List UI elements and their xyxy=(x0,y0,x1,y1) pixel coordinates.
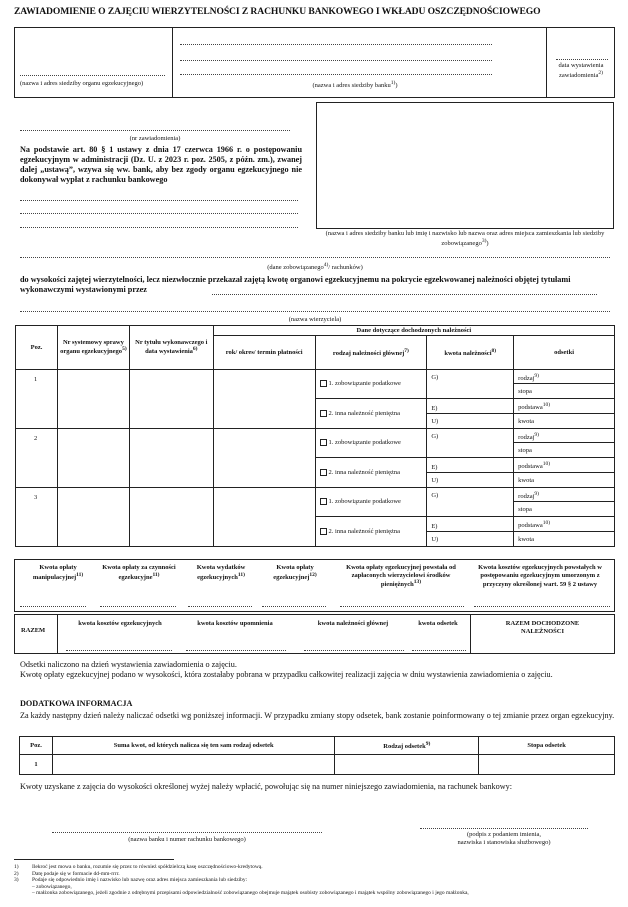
row-period[interactable] xyxy=(213,429,315,488)
kind-option-other[interactable]: 2. inna należność pieniężna xyxy=(315,399,427,429)
row-title-number[interactable] xyxy=(129,488,213,547)
debtor-box-label: (nazwa i adres siedziby banku lub imię i nazwisko lub nazwa oraz adres miejsca zamieszkania lub siedziby zobowiązanego$^{3)}$) xyxy=(325,230,605,247)
row-period[interactable] xyxy=(213,488,315,547)
col-header-system-number: Nr systemowy sprawy organu egzekucyjnego$^{5)}$ xyxy=(57,326,129,370)
row-title-number[interactable] xyxy=(129,370,213,429)
row-poz: 2 xyxy=(16,429,58,488)
debtor-box xyxy=(316,102,614,229)
additional-info-text: Za każdy następny dzień należy naliczać odsetki wg poniższej informacji. W przypadku zmiany stopy odsetek, bank zostanie poinformowany o tej zmianie przez organ egzekucyjny. xyxy=(20,711,615,720)
interest-table xyxy=(19,736,615,775)
amount-eu: E) U) xyxy=(427,458,514,488)
interest-row-poz: 1 xyxy=(20,755,53,775)
kind-option-other[interactable]: 2. inna należność pieniężna xyxy=(315,517,427,547)
interest-date-note: Odsetki naliczono na dzień wystawienia zawiadomienia o zajęciu. xyxy=(20,660,237,669)
fee-discontinued-label: Kwota kosztów egzekucyjnych powstałych w postępowaniu egzekucyjnym umorzonym z przyczyny określonej wart. 59 § 2 ustawy xyxy=(478,564,602,589)
claims-table xyxy=(15,325,615,547)
bank-account-label: (nazwa banku i numer rachunku bankowego) xyxy=(128,836,246,843)
totals-principal-label: kwota należności głównej xyxy=(317,620,389,627)
document-title: ZAWIADOMIENIE O ZAJĘCIU WIERZYTELNOŚCI Z RACHUNKU BANKOWEGO I WKŁADU OSZCZĘDNOŚCIOWEGO xyxy=(14,6,541,17)
totals-overall-label: RAZEM DOCHODZONE NALEŻNOŚCI xyxy=(505,620,580,635)
row-poz: 1 xyxy=(16,370,58,429)
col-header-title-number: Nr tytułu wykonawczego i data wystawienia$^{6)}$ xyxy=(129,326,213,370)
footnote: 2) Datę podaje się w formacie dd-mm-rrrr. xyxy=(14,870,120,877)
col-header-period: rok/ okres/ termin płatności xyxy=(213,336,315,370)
interest-row-rate[interactable] xyxy=(479,755,615,775)
row-title-number[interactable] xyxy=(129,429,213,488)
row-system-number[interactable] xyxy=(57,370,129,429)
footnote: 1) Ilekroć jest mowa o banku, rozumie się przez to również spółdzielczą kasę oszczędnościowo-kredytową. xyxy=(14,864,263,870)
col-header-interest: odsetki xyxy=(514,336,615,370)
creditor-label: (nazwa wierzyciela) xyxy=(288,316,342,323)
row-poz: 3 xyxy=(16,488,58,547)
interest-row-kind[interactable] xyxy=(335,755,479,775)
footnotes xyxy=(14,864,614,897)
interest-cell: rodzaj$^{9)}$ stopa xyxy=(514,488,615,517)
amount-g: G) xyxy=(427,370,514,399)
interest-cell: rodzaj$^{9)}$ stopa xyxy=(514,429,615,458)
col-header-amount: kwota należności$^{8)}$ xyxy=(427,336,514,370)
interest-cell: podstawa$^{10)}$ kwota xyxy=(514,399,615,429)
kind-option-tax[interactable]: 1. zobowiązanie podatkowe xyxy=(315,488,427,517)
interest-col-poz: Poz. xyxy=(20,737,53,755)
row-system-number[interactable] xyxy=(57,429,129,488)
fee-expenses-label: Kwota wydatków egzekucyjnych$^{11)}$ xyxy=(196,564,246,581)
interest-cell: podstawa$^{10)}$ kwota xyxy=(514,517,615,547)
kind-option-tax[interactable]: 1. zobowiązanie podatkowe xyxy=(315,429,427,458)
checkbox[interactable] xyxy=(320,439,327,446)
amount-eu: E) U) xyxy=(427,399,514,429)
obligor-data-label: (dane zobowiązanego$^{4)}$/ rachunków) xyxy=(267,262,363,272)
col-group-header: Dane dotyczące dochodzonych należności xyxy=(213,326,614,336)
totals-razem-label: RAZEM xyxy=(21,627,46,634)
interest-row-sum[interactable] xyxy=(52,755,334,775)
payment-instruction: Kwoty uzyskane z zajęcia do wysokości określonej wyżej należy wpłacić, powołując się na numer niniejszego zawiadomienia, na rachunek bankowy: xyxy=(20,782,512,791)
legal-basis-text: Na podstawie art. 80 § 1 ustawy z dnia 17 czerwca 1966 r. o postępowaniu egzekucyjnym w administracji (Dz. U. z 2023 r. poz. 2505, z późn. zm.), zwanej dalej „ustawą”, wzywa się ww. bank, aby bez zgody organu egzekucyjnego nie dokonywał wypłat z rachunku bankowego xyxy=(20,145,302,184)
totals-reminder-label: kwota kosztów upomnienia xyxy=(197,620,273,627)
organ-address-label: (nazwa i adres siedziby organu egzekucyjnego) xyxy=(20,80,144,87)
fee-activities-label: Kwota opłaty za czynności egzekucyjne$^{11)}$ xyxy=(102,564,176,581)
bank-address-label: (nazwa i adres siedziby banku$^{1)}$) xyxy=(312,80,398,90)
row-system-number[interactable] xyxy=(57,488,129,547)
col-header-poz: Poz. xyxy=(16,326,58,370)
amount-g: G) xyxy=(427,488,514,517)
footnote: – zobowiązanego, xyxy=(32,883,72,890)
row-period[interactable] xyxy=(213,370,315,429)
col-header-kind: rodzaj należności głównej$^{7)}$ xyxy=(315,336,427,370)
fee-enforcement-label: Kwota opłaty egzekucyjnej$^{12)}$ xyxy=(273,564,317,581)
issue-date-label: data wystawienia zawiadomienia$^{2)}$ xyxy=(558,62,604,79)
interest-col-sum: Suma kwot, od których nalicza się ten sam rodzaj odsetek xyxy=(52,737,334,755)
footnote: – małżonka zobowiązanego, jeżeli zgodnie z odrębnymi przepisami odpowiedzialność zobowiązanego obejmuje majątek osobisty zobowiązanego i majątek wspólny zobowiązanego i jego małżonka, xyxy=(32,890,469,896)
fee-manipulation-label: Kwota opłaty manipulacyjnej$^{11)}$ xyxy=(32,564,84,581)
checkbox[interactable] xyxy=(320,498,327,505)
checkbox[interactable] xyxy=(320,528,327,535)
interest-cell: rodzaj$^{9)}$ stopa xyxy=(514,370,615,399)
checkbox[interactable] xyxy=(320,410,327,417)
instruction-text: do wysokości zajętej wierzytelności, lecz niezwłocznie przekazał zajętą kwotę organowi egzekucyjnemu na pokrycie egzekwowanej należności objętej tytułami wykonawczymi wystawionymi przez xyxy=(20,275,571,294)
additional-info-heading: DODATKOWA INFORMACJA xyxy=(20,699,133,708)
signature-label: (podpis z podaniem imienia, nazwiska i stanowiska służbowego) xyxy=(457,831,551,846)
kind-option-tax[interactable]: 1. zobowiązanie podatkowe xyxy=(315,370,427,399)
interest-cell: podstawa$^{10)}$ kwota xyxy=(514,458,615,488)
checkbox[interactable] xyxy=(320,380,327,387)
totals-interest-label: kwota odsetek xyxy=(418,620,458,627)
totals-costs-label: kwota kosztów egzekucyjnych xyxy=(78,620,162,627)
interest-col-rate: Stopa odsetek xyxy=(479,737,615,755)
kind-option-other[interactable]: 2. inna należność pieniężna xyxy=(315,458,427,488)
footnote: 3) Podaje się odpowiednio imię i nazwisko lub nazwę oraz adres miejsca zamieszkania lub siedziby: xyxy=(14,877,248,883)
amount-eu: E) U) xyxy=(427,517,514,547)
amount-g: G) xyxy=(427,429,514,458)
interest-col-kind: Rodzaj odsetek$^{9)}$ xyxy=(335,737,479,755)
checkbox[interactable] xyxy=(320,469,327,476)
notice-number-label: (nr zawiadomienia) xyxy=(129,135,181,142)
fee-amount-note: Kwotę opłaty egzekucyjnej podano w wysokości, która zostałaby pobrana w przypadku całkowitej realizacji zajęcia w dniu wystawienia zawiadomienia o zajęciu. xyxy=(20,670,553,679)
fee-paid-label: Kwota opłaty egzekucyjnej powstała od zapłaconych wierzycielowi środków pieniężnych$^{13)}$ xyxy=(346,564,456,589)
